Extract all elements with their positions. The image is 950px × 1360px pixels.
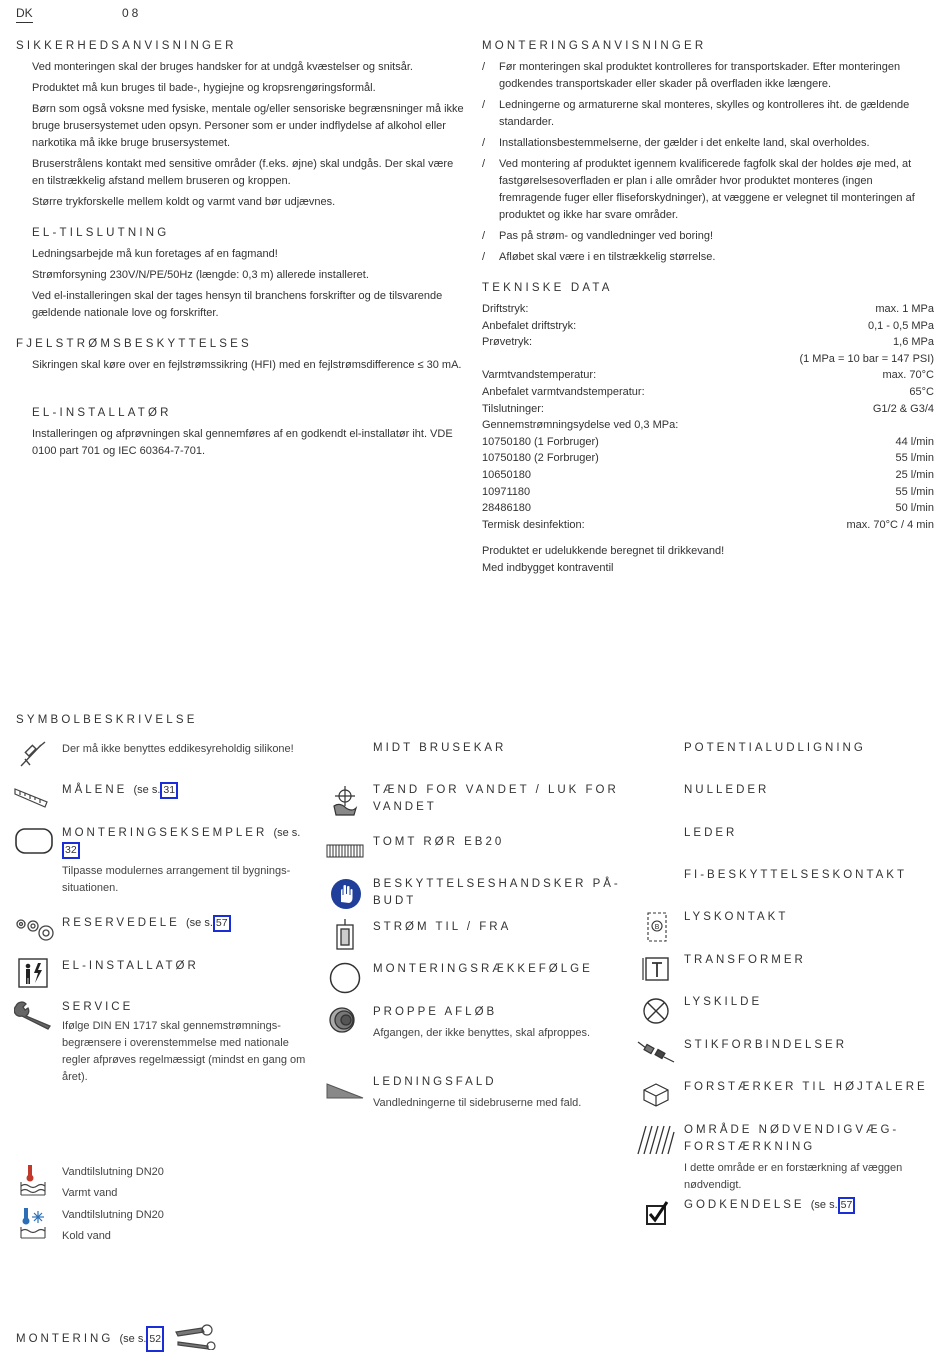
tech-label: Varmtvandstemperatur: <box>482 369 597 382</box>
light-source-icon <box>642 997 670 1031</box>
bullet-slash: / <box>482 158 486 170</box>
page-ref-link[interactable]: 57 <box>838 1197 856 1214</box>
sequence-circle-icon <box>329 962 361 1000</box>
mounting-item-text: Ved montering af produktet igennem kvalificerede fagfolk skal der holdes øje med, at fastgørelsesoverfladen er plan i alle områder hvor produktet monteres (ingen fremragende fuger eller fliseforskydninger), at væggene er velegnet til monteringen af produktet og ikke har svare områder. <box>499 158 915 221</box>
rcd-heading: FJELSTRØMSBESKYTTELSES <box>16 338 252 350</box>
tech-label: 10750180 (1 Forbruger) <box>482 435 599 448</box>
tech-label: 10971180 <box>482 485 531 498</box>
tech-label: Prøvetryk: <box>482 336 533 349</box>
bullet-slash: / <box>482 230 486 242</box>
service-desc: Ifølge DIN EN 1717 skal gennemstrømnings-begrænsere i overenstemmelse med nationale regler afprøves regelmæssigt (mindst en gang om året). <box>62 1020 306 1083</box>
drain-plug-icon <box>328 1004 360 1042</box>
svg-text:B: B <box>654 923 660 931</box>
mid-tray-label: MIDT BRUSEKAR <box>373 742 507 754</box>
tech-value: 44 l/min <box>895 435 934 448</box>
safety-paragraph: Produktet må kun bruges til bade-, hygiejne og kropsrengøringsformål. <box>32 82 376 94</box>
tech-row <box>482 351 934 368</box>
mounting-item-text: Afløbet skal være i en tilstrækkelig størrelse. <box>499 251 716 263</box>
language-code: DK <box>16 5 33 23</box>
neutral-label: NULLEDER <box>684 784 770 796</box>
tech-value: max. 1 MPa <box>875 303 934 315</box>
tools-icon <box>174 1324 216 1356</box>
tech-row <box>482 484 934 501</box>
see-prefix: (se s. <box>273 827 301 839</box>
el-paragraph: Strømforsyning 230V/N/PE/50Hz (længde: 0,3 m) allerede installeret. <box>32 269 369 281</box>
bullet-slash: / <box>482 61 486 73</box>
slope-label: LEDNINGSFALD <box>373 1076 497 1088</box>
hot-water-line2: Varmt vand <box>62 1187 118 1199</box>
tech-label: Anbefalet driftstryk: <box>482 319 577 332</box>
slope-desc: Vandledningerne til sidebruserne med fald. <box>373 1097 582 1109</box>
tech-value: 50 l/min <box>895 502 934 515</box>
footer-title: MONTERING <box>16 1333 114 1345</box>
wall-label: OMRÅDE NØDVENDIGVÆG-FORSTÆRKNING <box>684 1124 900 1153</box>
symbols-heading: SYMBOLBESKRIVELSE <box>16 714 198 726</box>
power-label: STRØM TIL / FRA <box>373 921 512 933</box>
mounting-heading: MONTERINGSANVISNINGER <box>482 40 707 52</box>
el-connection-section <box>32 225 466 322</box>
hot-water-icon <box>18 1164 48 1204</box>
electrician-icon <box>18 958 48 994</box>
mounting-item-text: Pas på strøm- og vandledninger ved boring! <box>499 230 714 242</box>
cold-water-icon <box>18 1207 48 1247</box>
el-paragraph: Ledningsarbejde må kun foretages af en fagmand! <box>32 248 278 260</box>
tech-note: Produktet er udelukkende beregnet til drikkevand! <box>482 545 725 558</box>
page-ref-link[interactable]: 32 <box>62 842 80 859</box>
measure-title: MÅLENE <box>62 784 128 796</box>
wall-block <box>684 1122 934 1194</box>
tech-label: 28486180 <box>482 502 531 515</box>
rounded-rect-icon <box>15 828 53 860</box>
rcd-section <box>16 336 466 374</box>
bullet-slash: / <box>482 99 486 111</box>
tech-section <box>482 280 934 577</box>
tech-row <box>482 467 934 484</box>
light-source-label: LYSKILDE <box>684 996 763 1008</box>
page-ref-link[interactable]: 52 <box>146 1326 164 1352</box>
mounting-item-text: Ledningerne og armaturerne skal monteres, skylles og kontrolleres iht. de gældende standarder. <box>499 99 910 128</box>
examples-desc: Tilpasse modulernes arrangement til bygnings-situationen. <box>62 865 291 894</box>
page-ref-link[interactable]: 57 <box>213 915 231 932</box>
electrician-heading: EL-INSTALLATØR <box>32 407 172 419</box>
see-prefix: (se s. <box>119 1333 147 1345</box>
safety-heading: SIKKERHEDSANVISNINGER <box>16 40 237 52</box>
measure-label <box>62 782 178 799</box>
slope-triangle-icon <box>326 1082 364 1106</box>
hot-water-line1: Vandtilslutning DN20 <box>62 1166 164 1178</box>
gloves-label: BESKYTTELSESHANDSKER PÅ-BUDT <box>373 878 621 907</box>
mounting-item <box>482 135 934 152</box>
safety-paragraph: Større trykforskelle mellem koldt og varmt vand bør udjævnes. <box>32 196 336 208</box>
light-switch-label: LYSKONTAKT <box>684 911 789 923</box>
page-ref-link[interactable]: 31 <box>160 782 178 799</box>
amplifier-label: FORSTÆRKER TIL HØJTALERE <box>684 1081 928 1093</box>
silicone-text: Der må ikke benyttes eddikesyreholdig silikone! <box>62 743 294 755</box>
approval-label <box>684 1197 855 1214</box>
electrician-symbol-label: EL-INSTALLATØR <box>62 960 199 972</box>
tech-label: Tilslutninger: <box>482 402 544 415</box>
plug-connection-icon <box>636 1038 676 1070</box>
drain-plug-block <box>373 1004 633 1042</box>
spares-title: RESERVEDELE <box>62 917 180 929</box>
page-number: 08 <box>122 6 142 20</box>
cold-water-line1: Vandtilslutning DN20 <box>62 1209 164 1221</box>
service-block <box>62 999 312 1086</box>
montering-footer <box>16 1326 164 1352</box>
spares-label <box>62 915 231 932</box>
bullet-slash: / <box>482 251 486 263</box>
see-prefix: (se s. <box>133 784 161 796</box>
tech-value: 65°C <box>909 385 934 398</box>
tech-row <box>482 318 934 335</box>
ruler-icon <box>14 786 48 814</box>
tech-row <box>482 401 934 418</box>
tech-value: (1 MPa = 10 bar = 147 PSI) <box>799 352 934 365</box>
tech-label: Driftstryk: <box>482 303 529 315</box>
approval-title: GODKENDELSE <box>684 1199 805 1211</box>
tech-row <box>482 450 934 467</box>
tech-label: 10750180 (2 Forbruger) <box>482 452 599 465</box>
see-prefix: (se s. <box>810 1199 838 1211</box>
tech-value: max. 70°C / 4 min <box>846 518 934 531</box>
spare-parts-icon <box>15 914 55 948</box>
wall-desc: I dette område er en forstærkning af væggen nødvendigt. <box>684 1162 903 1191</box>
tech-row <box>482 417 934 434</box>
tech-label: Gennemstrømningsydelse ved 0,3 MPa: <box>482 419 679 432</box>
wall-hatch-icon <box>636 1124 676 1162</box>
empty-pipe-label: TOMT RØR EB20 <box>373 836 505 848</box>
gloves-icon <box>330 878 362 916</box>
examples-block <box>62 825 312 897</box>
mounting-item <box>482 156 934 224</box>
tech-value: G1/2 & G3/4 <box>872 402 934 415</box>
mounting-item <box>482 249 934 266</box>
tech-value: max. 70°C <box>882 369 934 382</box>
tech-row <box>482 517 934 534</box>
silicone-gun-icon <box>17 739 47 775</box>
examples-label <box>62 825 312 859</box>
tech-row <box>482 367 934 384</box>
tech-heading: TEKNISKE DATA <box>482 282 613 294</box>
tech-value: 0,1 - 0,5 MPa <box>867 319 934 332</box>
bullet-slash: / <box>482 137 486 149</box>
equipotential-label: POTENTIALUDLIGNING <box>684 742 866 754</box>
amplifier-box-icon <box>642 1080 670 1114</box>
safety-section <box>16 38 466 211</box>
drain-plug-desc: Afgangen, der ikke benyttes, skal afproppes. <box>373 1027 591 1039</box>
transformer-icon <box>642 954 672 990</box>
see-prefix: (se s. <box>186 917 213 929</box>
electrician-paragraph: Installeringen og afprøvningen skal gennemføres af en godkendt el-installatør iht. VDE 0100 part 701 og IEC 60364-7-701. <box>32 428 453 457</box>
tech-value: 55 l/min <box>895 485 934 498</box>
electrician-section <box>32 405 466 460</box>
slope-block <box>373 1074 633 1112</box>
tech-note: Med indbygget kontraventil <box>482 562 614 575</box>
power-switch-icon <box>333 919 357 957</box>
tech-row <box>482 334 934 351</box>
tech-row <box>482 500 934 517</box>
tech-value: 1,6 MPa <box>893 336 934 349</box>
el-paragraph: Ved el-installeringen skal der tages hensyn til branchens forskrifter og de tilsvarende gældende nationale love og forskrifter. <box>32 290 443 319</box>
el-connection-heading: EL-TILSLUTNING <box>32 227 170 239</box>
plug-connection-label: STIKFORBINDELSER <box>684 1039 848 1051</box>
mounting-item-text: Installationsbestemmelserne, der gælder i det enkelte land, skal overholdes. <box>499 137 870 149</box>
conductor-label: LEDER <box>684 827 738 839</box>
tech-row <box>482 434 934 451</box>
tech-label: Anbefalet varmtvandstemperatur: <box>482 385 645 398</box>
mounting-item <box>482 228 934 245</box>
approval-check-icon <box>645 1200 669 1232</box>
tech-label: 10650180 <box>482 468 531 481</box>
tech-row <box>482 384 934 401</box>
turn-water-label: TÆND FOR VANDET / LUK FOR VANDET <box>373 784 619 813</box>
transformer-label: TRANSFORMER <box>684 954 806 966</box>
service-label: SERVICE <box>62 1001 134 1013</box>
mounting-item <box>482 97 934 131</box>
tech-value: 25 l/min <box>895 468 934 481</box>
mounting-item <box>482 59 934 93</box>
tech-label: Termisk desinfektion: <box>482 518 585 531</box>
sequence-label: MONTERINGSRÆKKEFØLGE <box>373 963 593 975</box>
safety-paragraph: Bruserstrålens kontakt med sensitive områder (f.eks. øjne) skal undgås. Der skal være en tilstrækkelig afstand mellem bruseren og kroppen. <box>32 158 454 187</box>
mounting-section <box>482 38 934 266</box>
wrench-icon <box>14 1000 54 1036</box>
light-switch-icon <box>645 910 669 950</box>
safety-paragraph: Børn som også voksne med fysiske, mentale og/eller sensoriske begrænsninger må ikke bruge brusersystemet uden opsyn. Personer som er under indflydelse af alkohol eller narkotika må ikke bruge brusersystemet. <box>32 103 464 149</box>
examples-title: MONTERINGSEKSEMPLER <box>62 827 268 839</box>
tech-value: 55 l/min <box>895 452 934 465</box>
safety-paragraph: Ved monteringen skal der bruges handsker for at undgå kvæstelser og snitsår. <box>32 61 413 73</box>
valve-hand-icon <box>330 784 360 822</box>
drain-plug-label: PROPPE AFLØB <box>373 1006 498 1018</box>
cold-water-line2: Kold vand <box>62 1230 111 1242</box>
rcd-paragraph: Sikringen skal køre over en fejlstrømssikring (HFI) med en fejlstrømsdifference ≤ 30 mA. <box>32 359 462 371</box>
mounting-item-text: Før monteringen skal produktet kontrolleres for transportskader. Efter monteringen godkendes transportskader eller skader på overfladen ikke længere. <box>499 61 901 90</box>
empty-pipe-icon <box>326 842 364 866</box>
tech-row <box>482 301 934 318</box>
fi-switch-label: FI-BESKYTTELSESKONTAKT <box>684 869 907 881</box>
